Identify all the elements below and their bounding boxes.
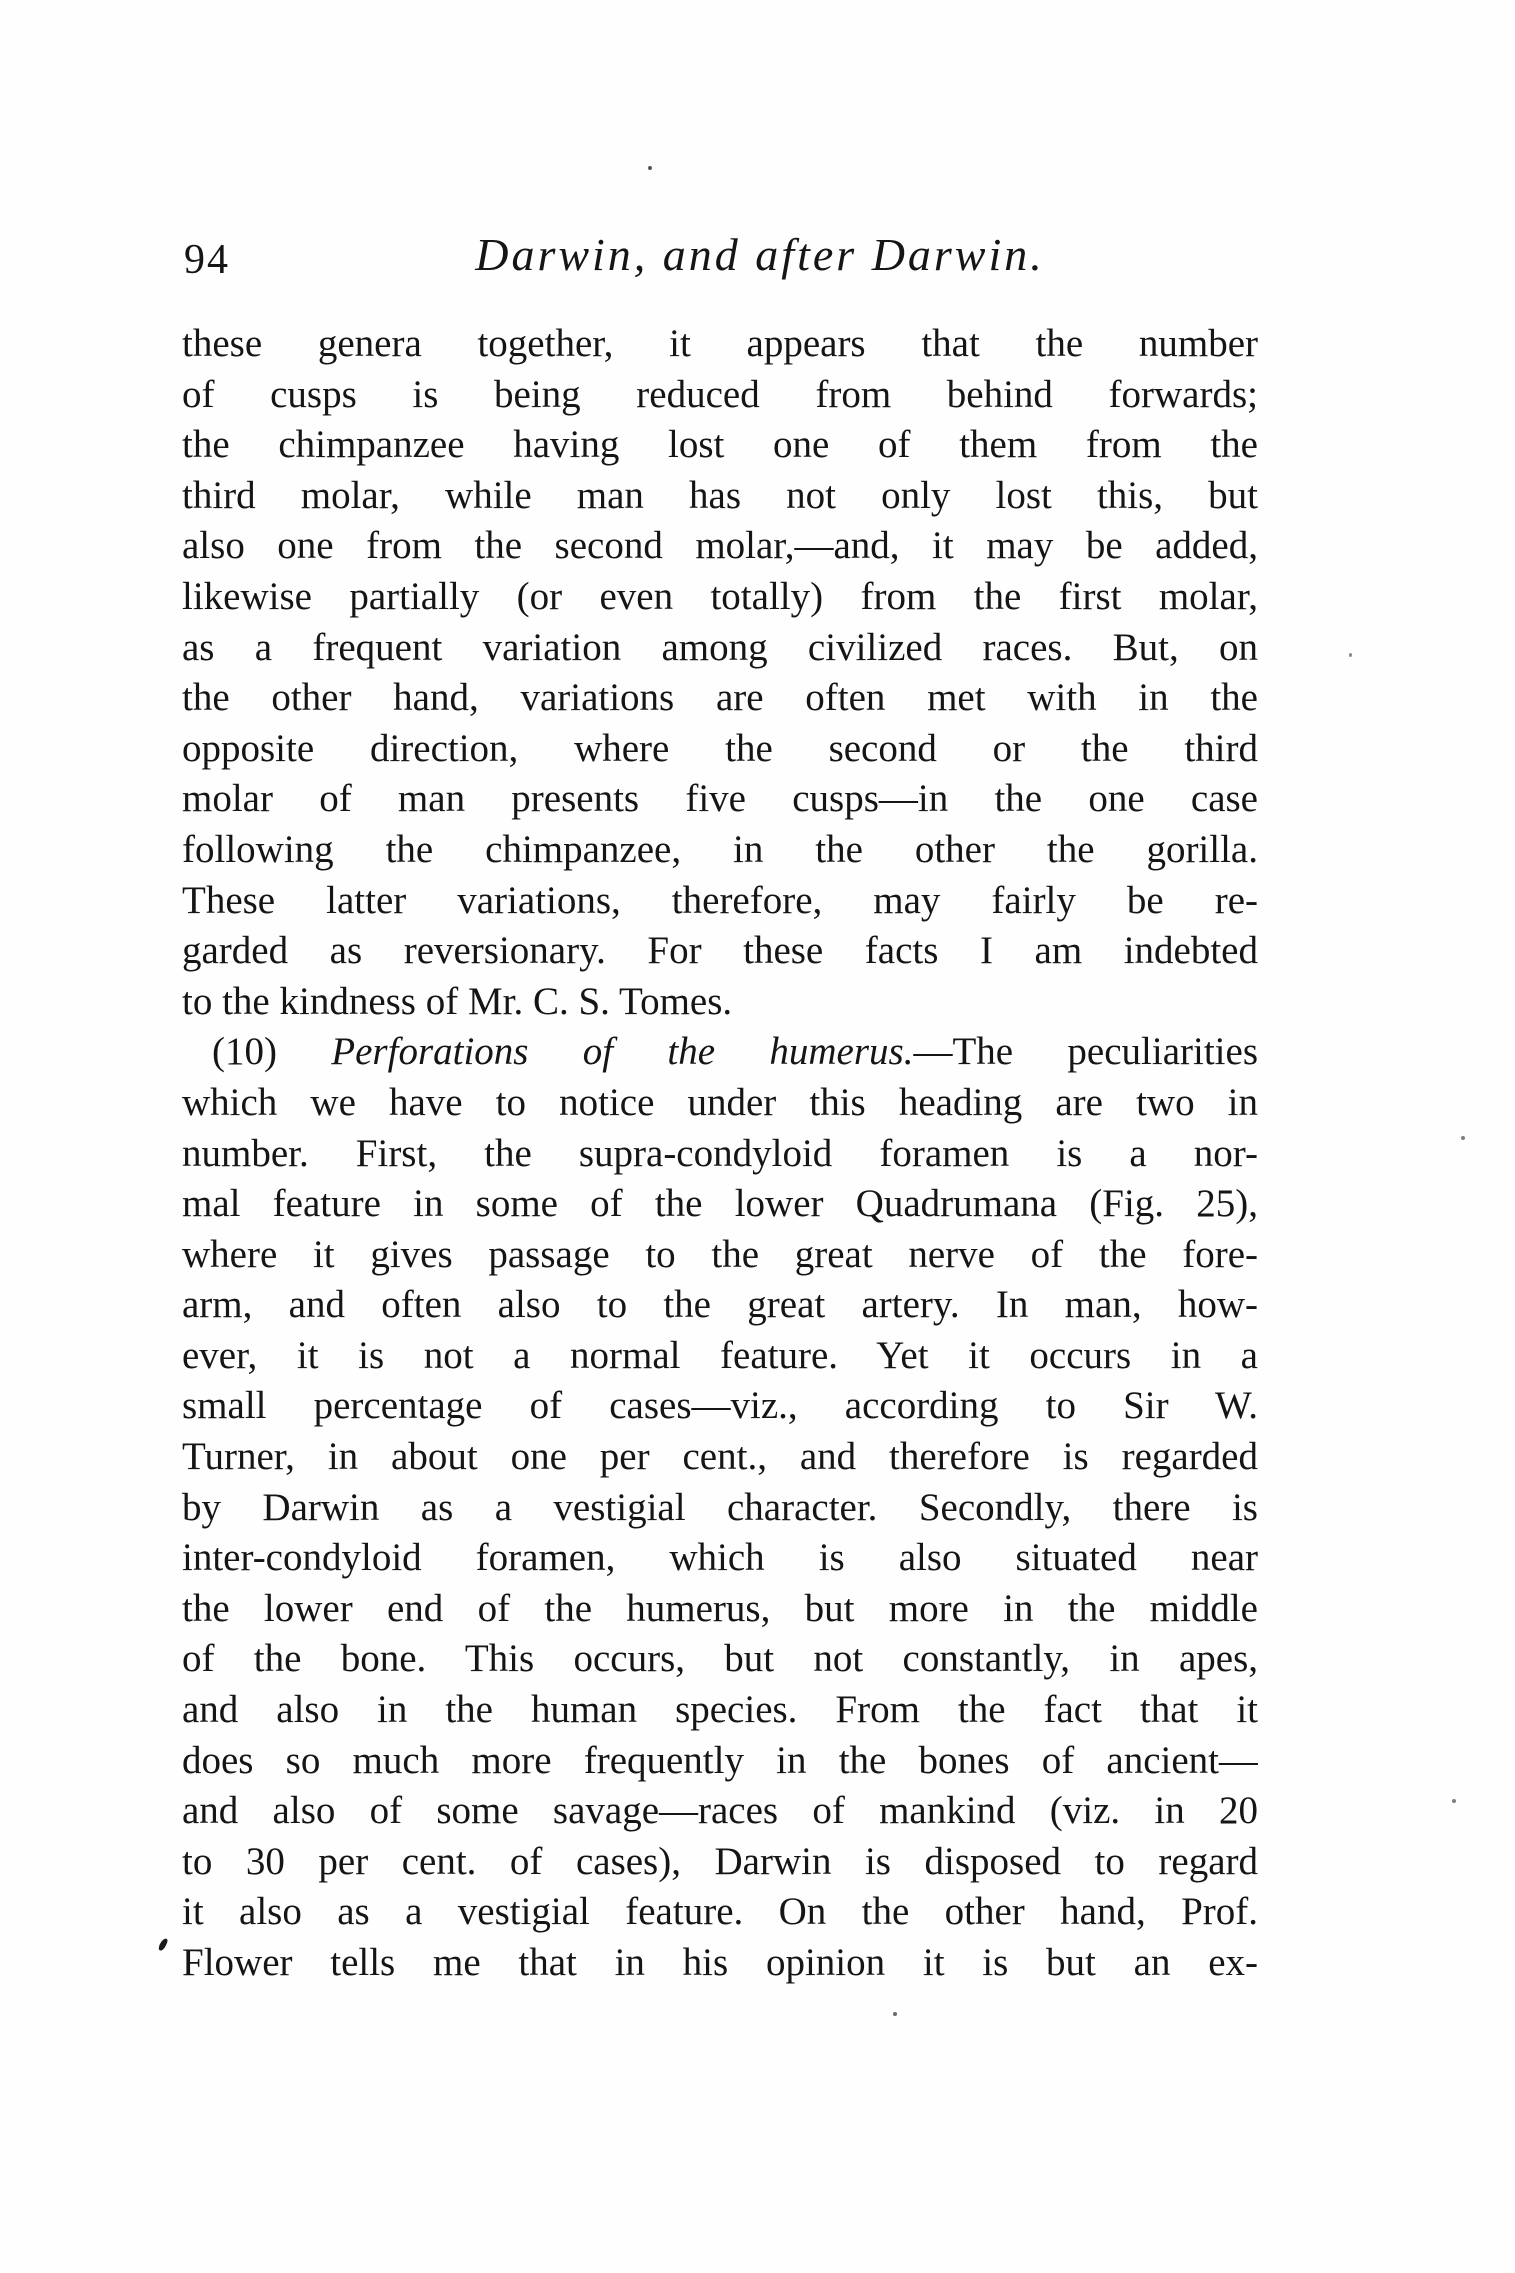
italic-phrase: Perforations of the humerus. <box>331 1030 914 1074</box>
text-line <box>182 774 1258 825</box>
text-segment: (10) <box>212 1030 332 1074</box>
text-segment: and also in the human species. From the fact that it <box>182 1688 1258 1732</box>
text-segment: —The peculiarities <box>913 1030 1258 1074</box>
text-line <box>182 1938 1258 1989</box>
text-segment: ever, it is not a normal feature. Yet it occurs in a <box>182 1333 1258 1377</box>
text-line <box>182 623 1258 674</box>
running-title: Darwin, and after Darwin. <box>475 229 1045 280</box>
text-line <box>182 1078 1258 1129</box>
page-body-text <box>182 319 1258 1989</box>
text-segment: garded as reversionary. For these facts I am indebted <box>182 929 1258 973</box>
text-line <box>182 1280 1258 1331</box>
text-segment: where it gives passage to the great nerve of the fore- <box>182 1232 1258 1276</box>
text-segment: number. First, the supra-condyloid foramen is a nor- <box>182 1131 1258 1175</box>
text-segment: likewise partially (or even totally) from the first molar, <box>182 574 1258 618</box>
text-line <box>182 1584 1258 1635</box>
text-line <box>182 977 1258 1028</box>
text-segment: opposite direction, where the second or the third <box>182 726 1258 770</box>
page-header <box>182 228 1258 290</box>
text-segment: as a frequent variation among civilized races. But, on <box>182 625 1258 669</box>
text-segment: of the bone. This occurs, but not constantly, in apes, <box>182 1637 1258 1681</box>
text-segment: These latter variations, therefore, may fairly be re- <box>182 878 1258 922</box>
text-segment: arm, and often also to the great artery. In man, how- <box>182 1283 1258 1327</box>
scan-speck <box>1452 1799 1456 1803</box>
text-segment: also one from the second molar,—and, it may be added, <box>182 524 1258 568</box>
text-line <box>182 1331 1258 1382</box>
text-line <box>182 572 1258 623</box>
scan-speck <box>893 2012 897 2016</box>
scan-ink-mark <box>157 1938 168 1952</box>
text-line <box>182 521 1258 572</box>
text-segment: third molar, while man has not only lost this, but <box>182 473 1258 517</box>
text-segment: which we have to notice under this heading are two in <box>182 1080 1258 1124</box>
text-line <box>182 1179 1258 1230</box>
text-segment: it also as a vestigial feature. On the other hand, Prof. <box>182 1890 1258 1934</box>
scan-speck <box>1461 1136 1465 1140</box>
text-line <box>182 1887 1258 1938</box>
text-segment: molar of man presents five cusps—in the one case <box>182 777 1258 821</box>
text-segment: the chimpanzee having lost one of them from the <box>182 423 1258 467</box>
text-line <box>182 1129 1258 1180</box>
page-number: 94 <box>184 237 230 283</box>
text-segment: inter-condyloid foramen, which is also situated near <box>182 1536 1258 1580</box>
text-segment: these genera together, it appears that the number <box>182 322 1258 365</box>
text-line <box>182 420 1258 471</box>
text-line <box>182 319 1258 370</box>
text-segment: mal feature in some of the lower Quadrumana (Fig. 25), <box>182 1182 1258 1226</box>
text-line <box>182 1381 1258 1432</box>
text-segment: following the chimpanzee, in the other the gorilla. <box>182 827 1258 871</box>
text-line <box>182 1634 1258 1685</box>
text-segment: the lower end of the humerus, but more in the middle <box>182 1586 1258 1630</box>
text-segment: and also of some savage—races of mankind (viz. in 20 <box>182 1789 1258 1833</box>
text-line <box>182 1230 1258 1281</box>
text-line <box>182 1483 1258 1534</box>
text-segment: to the kindness of Mr. C. S. Tomes. <box>182 979 733 1023</box>
text-line <box>182 1533 1258 1584</box>
text-line <box>182 1736 1258 1787</box>
text-segment: of cusps is being reduced from behind forwards; <box>182 372 1258 416</box>
text-segment: the other hand, variations are often met with in the <box>182 676 1258 720</box>
text-line <box>182 1786 1258 1837</box>
text-line <box>182 1685 1258 1736</box>
scan-speck <box>648 166 652 170</box>
text-segment: Turner, in about one per cent., and therefore is regarded <box>182 1435 1258 1479</box>
text-segment: small percentage of cases—viz., according to Sir W. <box>182 1384 1258 1428</box>
text-line <box>182 724 1258 775</box>
text-line <box>182 926 1258 977</box>
text-segment: Flower tells me that in his opinion it is but an ex- <box>182 1941 1258 1984</box>
text-line <box>182 1837 1258 1888</box>
text-segment: by Darwin as a vestigial character. Secondly, there is <box>182 1485 1258 1529</box>
scan-speck <box>1349 653 1352 657</box>
text-line <box>182 471 1258 522</box>
text-segment: to 30 per cent. of cases), Darwin is disposed to regard <box>182 1839 1258 1883</box>
text-line <box>182 876 1258 927</box>
text-line <box>182 1432 1258 1483</box>
text-line <box>182 370 1258 421</box>
text-line <box>182 673 1258 724</box>
text-line <box>182 1027 1258 1078</box>
text-line <box>182 825 1258 876</box>
text-segment: does so much more frequently in the bones of ancient— <box>182 1738 1258 1782</box>
